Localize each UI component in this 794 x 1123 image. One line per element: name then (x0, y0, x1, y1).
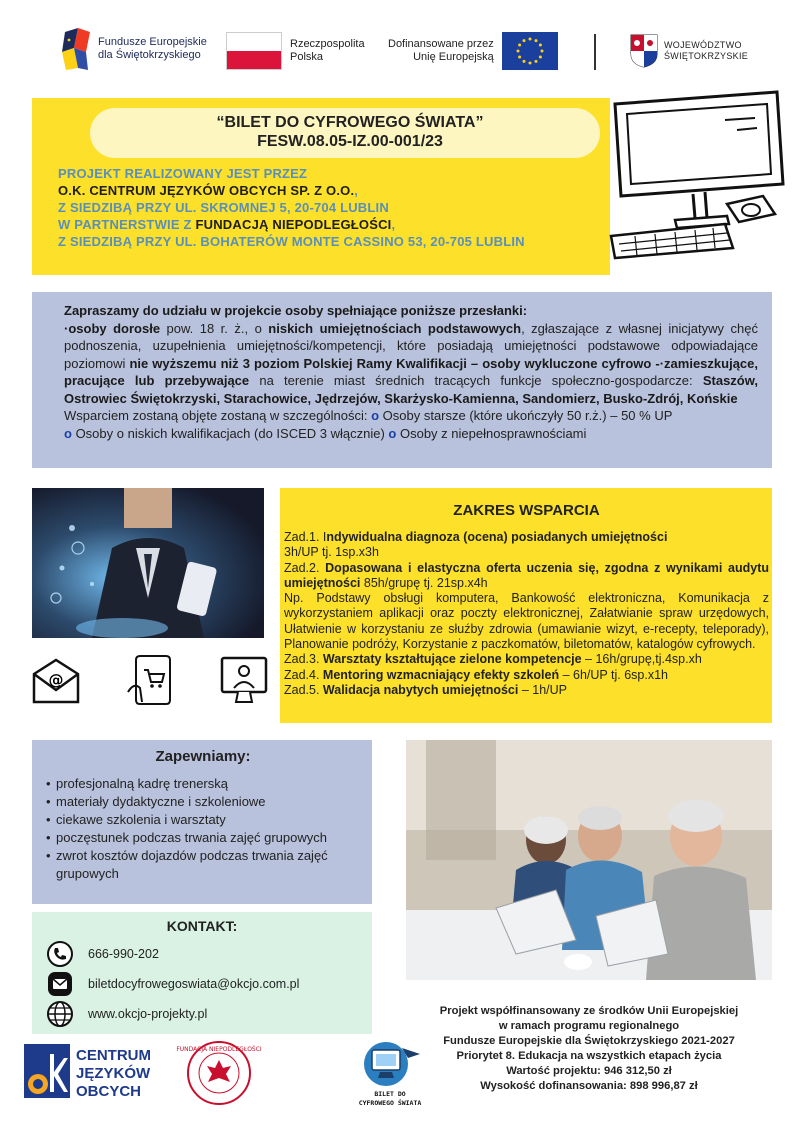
logo-centrum-jezykow-obcych (24, 1040, 150, 1102)
rp-line1: Rzeczpospolita (290, 38, 365, 50)
target-groups: Wsparciem zostaną objęte zostaną w szczególności: o Osoby starsze (które ukończyły 50 r.ż.) – 50 % UP o Osoby o niskich kwalifikacjach (do ISCED 3 włącznie) o Osoby z niepełnosprawnościami (64, 408, 673, 441)
fundusze-europejskie-icon (62, 26, 92, 72)
contact-phone-row (46, 940, 159, 968)
computer-illustration (605, 86, 785, 266)
seniors-image-icon (406, 740, 772, 980)
project-code: FESW.08.05-IZ.00-001/23 (257, 133, 443, 150)
info-line3: Z SIEDZIBĄ PRZY UL. SKROMNEJ 5, 20-704 LUBLIN (58, 200, 389, 215)
polish-flag-icon (226, 32, 282, 70)
globe-icon (46, 1000, 74, 1028)
email-at-icon (30, 652, 82, 708)
benefit-item: • profesjonalną kadrę trenerską (46, 775, 360, 793)
businessman-photo (32, 488, 264, 638)
logo-fundusze-europejskie (62, 26, 207, 72)
cjo-line3: OBCYCH (76, 1083, 142, 1100)
contact-title: KONTAKT: (166, 918, 238, 934)
funding-line4: Priorytet 8. Edukacja na wszystkich etapach życia (456, 1050, 722, 1062)
support-scope-box (280, 488, 772, 723)
cjo-line2: JĘZYKÓW (76, 1065, 151, 1082)
funding-amount: Wysokość dofinansowania: 898 996,87 zł (480, 1080, 698, 1092)
businessman-image-icon (32, 488, 264, 638)
cjo-line1: CENTRUM (76, 1047, 151, 1064)
bilet-line2: CYFROWEGO ŚWIATA (358, 1099, 422, 1107)
eu-flag-icon (502, 32, 558, 70)
task-5: Zad.5. Walidacja nabytych umiejętności – 1h/UP (284, 682, 567, 697)
contact-email[interactable]: biletdocyfrowegoswiata@okcjo.com.pl (88, 977, 300, 991)
project-info (58, 165, 618, 250)
rp-line2: Polska (290, 51, 324, 63)
contact-phone[interactable]: 666-990-202 (88, 947, 159, 961)
icon-row (30, 652, 270, 712)
ws-line1: WOJEWÓDZTWO (664, 40, 742, 50)
contact-www-row (46, 1000, 207, 1028)
funding-line3: Fundusze Europejskie dla Świętokrzyskiego 2021-2027 (443, 1035, 735, 1047)
bilet-line1: BILET DO (374, 1090, 406, 1098)
funding-info (406, 1004, 772, 1094)
logo-fundacja-niepodleglosci (176, 1040, 262, 1106)
shopping-phone-icon (126, 652, 178, 708)
task-4: Zad.4. Mentoring wzmacniający efekty szkoleń – 6h/UP tj. 6sp.x1h (284, 667, 668, 682)
benefits-box (32, 740, 372, 904)
benefit-item: • materiały dydaktyczne i szkoleniowe (46, 793, 360, 811)
benefits-list (46, 775, 360, 883)
benefit-item: • poczęstunek podczas trwania zajęć grupowych (46, 829, 360, 847)
task-2-examples: Np. Podstawy obsługi komputera, Bankowość elektroniczna, Komunikacja z wykorzystaniem aplikacji oraz poczty elektronicznej, Załatwianie spraw urzędowych, Ułatwienie w korzystaniu ze słuźby zdrowia (umawianie wizyt, e-recepty, teleporady), Planowanie podróży, Korzystanie z paczkomatów, biletomatów, katalogów cyfrowych. (284, 591, 769, 652)
ws-line2: ŚWIĘTOKRZYSKIE (664, 51, 749, 61)
video-call-icon (218, 652, 270, 708)
fe-line2: dla Świętokrzyskiego (98, 49, 201, 61)
info-line1: PROJEKT REALIZOWANY JEST PRZEZ (58, 166, 308, 181)
contact-email-row (46, 970, 299, 998)
funding-line2: w ramach programu regionalnego (498, 1020, 680, 1032)
info-line4: W PARTNERSTWIE Z FUNDACJĄ NIEPODLEGŁOŚCI, (58, 217, 396, 232)
contact-website[interactable]: www.okcjo-projekty.pl (88, 1007, 208, 1021)
phone-icon (46, 940, 74, 968)
support-scope-title: ZAKRES WSPARCIA (453, 502, 600, 519)
requirements-paragraph: ·osoby dorosłe pow. 18 r. ż., o niskich umiejętnościach podstawowych, zgłaszające z własnej inicjatywy chęć podnoszenia, uzupełnienia umiejętności/kompetencji, które posiadają umiejętności podstawowe odpowiadające poziomowi nie wyższemu niż 3 poziom Polskiej Ramy Kwalifikacji – osoby wykluczone cyfrowo -·zamieszkujące, pracujące lub przebywające na terenie miast średnich tracących funkcje społeczno-gospodarcze: Staszów, Ostrowiec Świętokrzyski, Starachowice, Jędrzejów, Skarżysko-Kamienna, Sandomierz, Busko-Zdrój, Końskie (64, 320, 758, 406)
logo-bilet-do-cyfrowego-swiata (350, 1034, 430, 1114)
project-title-line1: “BILET DO CYFROWEGO ŚWIATA” (216, 114, 484, 131)
project-title (100, 113, 600, 151)
fundacja-logo-text: FUNDACJA NIEPODLEGŁOŚCI (176, 1046, 262, 1053)
logo-bar (0, 0, 794, 95)
benefit-item: • zwrot kosztów dojazdów podczas trwania zajęć grupowych (46, 847, 360, 883)
logo-unia-europejska (388, 32, 558, 70)
benefit-item: • ciekawe szkolenia i warsztaty (46, 811, 360, 829)
coat-of-arms-icon (630, 34, 658, 68)
info-line5: Z SIEDZIBĄ PRZY UL. BOHATERÓW MONTE CASSINO 53, 20-705 LUBLIN (58, 234, 525, 249)
funding-line1: Projekt współfinansowany ze środków Unii Europejskiej (439, 1005, 739, 1017)
benefits-title: Zapewniamy: (155, 748, 251, 765)
task-2: Zad.2. Dopasowana i elastyczna oferta uczenia się, zgodna z wynikami audytu umiejętności 85h/grupę tj. 21sp.x4h (284, 560, 769, 590)
ue-line2: Unię Europejską (413, 51, 494, 63)
requirements-intro: Zapraszamy do udziału w projekcie osoby spełniające poniższe przesłanki: (64, 303, 528, 318)
info-line2: O.K. CENTRUM JĘZYKÓW OBCYCH SP. Z O.O., (58, 183, 359, 198)
logo-separator (594, 34, 596, 70)
task-1: Zad.1. Indywidualna diagnoza (ocena) posiadanych umiejętności 3h/UP tj. 1sp.x3h (284, 530, 668, 560)
logo-rzeczpospolita (226, 32, 365, 70)
requirements-box (32, 292, 772, 468)
logo-wojewodztwo (630, 34, 748, 68)
envelope-icon (46, 970, 74, 998)
task-3: Zad.3. Warsztaty kształtujące zielone kompetencje – 16h/grupę,tj.4sp.xh (284, 652, 702, 667)
seniors-photo (406, 740, 772, 980)
fe-line1: Fundusze Europejskie (98, 36, 207, 48)
project-value: Wartość projektu: 946 312,50 zł (506, 1065, 672, 1077)
svg-text:@: @ (48, 671, 64, 689)
contact-box (32, 912, 372, 1034)
ue-line1: Dofinansowane przez (388, 38, 494, 50)
